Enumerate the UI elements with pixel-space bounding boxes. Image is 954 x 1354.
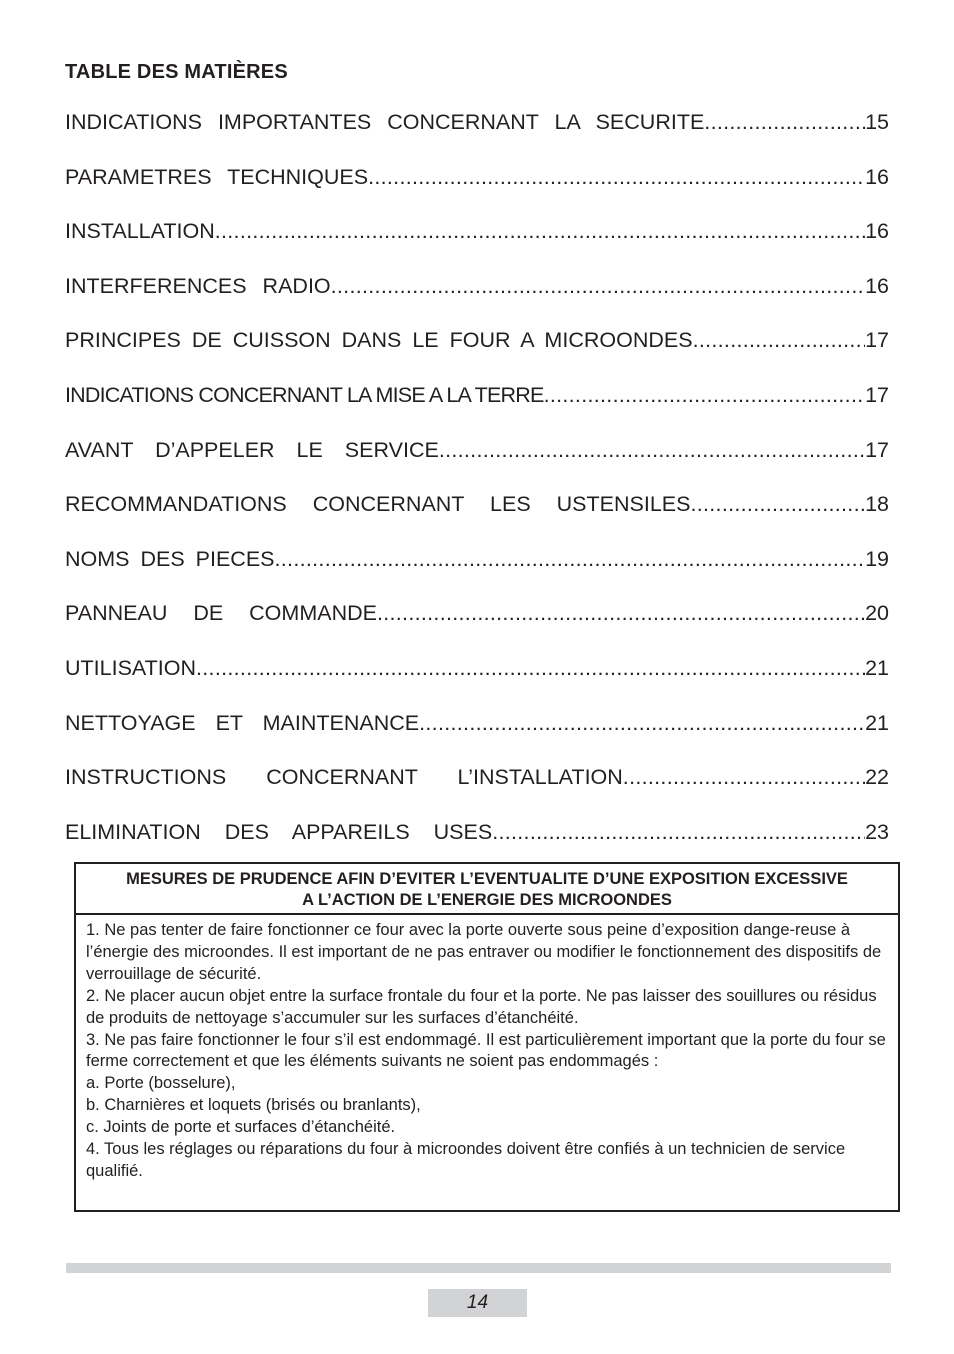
notice-heading-line1: MESURES DE PRUDENCE AFIN D’EVITER L’EVENTUALITE D’UNE EXPOSITION EXCESSIVE [126,870,848,888]
toc-entry-page: 22 [865,765,889,790]
toc-entry-page: 23 [865,819,889,844]
toc-leader-dots [331,274,865,299]
toc-entry-label: NETTOYAGE ET MAINTENANCE [65,710,420,735]
toc-entry [65,274,889,329]
toc-entry-page: 21 [865,710,889,735]
notice-item: 3. Ne pas faire fonctionner le four s’il est endommagé. Il est particulièrement important que la porte du four se ferme correctement et que les éléments suivants ne soient pas endommagés : [86,1030,886,1071]
notice-body [76,915,898,1183]
toc-list [65,110,889,874]
toc-leader-dots [275,547,866,572]
toc-leader-dots [544,383,866,408]
notice-heading-line2: A L’ACTION DE L’ENERGIE DES MICROONDES [302,891,672,909]
toc-leader-dots [215,219,865,244]
toc-entry-page: 15 [865,110,889,134]
toc-leader-dots [693,328,866,353]
toc-entry-label: INSTRUCTIONS CONCERNANT L’INSTALLATION [65,765,623,790]
toc-leader-dots [623,765,865,790]
toc-entry-label: AVANT D’APPELER LE SERVICE [65,437,439,462]
toc-leader-dots [368,165,865,190]
toc-entry [65,383,889,438]
toc-entry [65,711,889,766]
toc-entry-label: PANNEAU DE COMMANDE [65,601,377,626]
toc-entry-page: 19 [865,546,889,571]
notice-item: 1. Ne pas tenter de faire fonctionner ce four avec la porte ouverte sous peine d’exposition dange-reuse à l’énergie des microondes. Il est important de ne pas entraver ou modifier le fonctionnement des dispositifs de verrouillage de sécurité. [86,921,882,983]
toc-leader-dots [196,656,865,681]
toc-entry [65,110,889,165]
toc-entry-label: PARAMETRES TECHNIQUES [65,164,369,189]
toc-entry-page: 16 [865,273,889,298]
toc-leader-dots [704,110,865,135]
toc-leader-dots [377,601,865,626]
toc-entry [65,165,889,220]
notice-heading [76,864,898,915]
toc-entry-page: 16 [865,219,889,244]
toc-entry [65,656,889,711]
toc-leader-dots [492,820,865,845]
toc-entry-label: RECOMMANDATIONS CONCERNANT LES USTENSILES [65,492,691,517]
toc-entry-label: INSTALLATION [65,219,215,244]
toc-leader-dots [419,711,865,736]
toc-entry [65,492,889,547]
toc-entry-label: ELIMINATION DES APPAREILS USES [65,819,493,844]
notice-item: b. Charnières et loquets (brisés ou branlants), [86,1096,421,1115]
toc-entry [65,438,889,493]
notice-item: c. Joints de porte et surfaces d’étanchéité. [86,1118,396,1137]
toc-entry-label: INDICATIONS CONCERNANT LA MISE A LA TERRE [65,382,544,407]
toc-leader-dots [690,492,865,517]
toc-entry-page: 17 [865,437,889,462]
toc-title: TABLE DES MATIÈRES [65,61,288,83]
toc-entry [65,601,889,656]
notice-item: 4. Tous les réglages ou réparations du four à microondes doivent être confiés à un technicien de service qualifié. [86,1140,846,1180]
toc-entry [65,765,889,820]
toc-entry [65,547,889,602]
toc-entry-label: INDICATIONS IMPORTANTES CONCERNANT LA SECURITE [65,110,705,134]
toc-entry-page: 17 [865,382,889,407]
toc-entry-page: 20 [865,601,889,626]
page-number: 14 [428,1289,527,1317]
notice-item: 2. Ne placer aucun objet entre la surface frontale du four et la porte. Ne pas laisser des souillures ou résidus de produits de nettoyage s’accumuler sur les surfaces d’étanchéité. [86,986,877,1027]
toc-leader-dots [439,438,865,463]
microwave-safety-notice [74,862,900,1212]
toc-entry [65,328,889,383]
toc-entry-label: INTERFERENCES RADIO [65,273,331,298]
toc-entry-label: UTILISATION [65,655,197,680]
toc-entry-page: 21 [865,655,889,680]
notice-item: a. Porte (bosselure), [86,1074,236,1093]
toc-entry-label: PRINCIPES DE CUISSON DANS LE FOUR A MICROONDES [65,328,693,353]
footer-divider [66,1263,891,1273]
toc-entry-page: 17 [865,328,889,353]
toc-entry-page: 16 [865,164,889,189]
toc-entry-label: NOMS DES PIECES [65,546,275,571]
toc-entry [65,219,889,274]
toc-entry-page: 18 [865,492,889,517]
